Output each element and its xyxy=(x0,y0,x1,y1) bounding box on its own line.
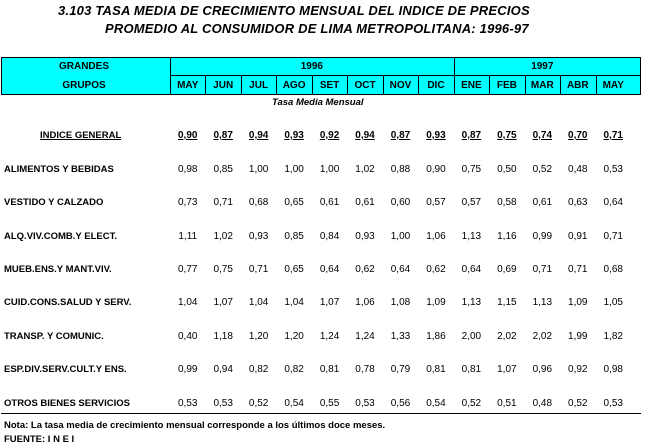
table-cell: 0,90 xyxy=(426,164,446,175)
header-month: DIC xyxy=(427,80,445,91)
table-cell: 1,13 xyxy=(532,297,553,308)
row-label: MUEB.ENS.Y MANT.VIV. xyxy=(4,264,112,275)
row-label: OTROS BIENES SERVICIOS xyxy=(4,398,130,409)
table-cell: 0,90 xyxy=(177,130,198,141)
table-cell: 0,53 xyxy=(355,398,375,409)
table-cell: 1,11 xyxy=(178,231,198,242)
table-cell: 0,64 xyxy=(319,264,340,275)
table-cell: 0,81 xyxy=(461,364,482,375)
row-label: VESTIDO Y CALZADO xyxy=(4,197,104,208)
table-cell: 0,61 xyxy=(319,197,340,208)
table-cell: 0,53 xyxy=(603,398,623,409)
table-cell: 0,94 xyxy=(248,130,269,141)
table-cell: 0,77 xyxy=(177,264,198,275)
table-cell: 0,57 xyxy=(426,197,446,208)
table-cell: 0,60 xyxy=(390,197,411,208)
table-cell: 1,99 xyxy=(568,331,588,342)
table-title-line2: PROMEDIO AL CONSUMIDOR DE LIMA METROPOLITANA: 1996-97 xyxy=(105,21,529,36)
table-cell: 1,02 xyxy=(355,164,375,175)
table-cell: 0,53 xyxy=(177,398,198,409)
table-cell: 0,85 xyxy=(284,231,304,242)
footnote: Nota: La tasa media de crecimiento mensual corresponde a los últimos doce meses. xyxy=(4,420,386,431)
table-cell: 1,20 xyxy=(284,331,304,342)
table-cell: 1,02 xyxy=(213,231,233,242)
table-cell: 0,87 xyxy=(461,130,482,141)
table-cell: 0,84 xyxy=(319,231,340,242)
table-cell: 0,48 xyxy=(532,398,553,409)
table-cell: 0,65 xyxy=(284,197,304,208)
table-cell: 1,07 xyxy=(213,297,233,308)
table-cell: 0,64 xyxy=(461,264,482,275)
table-cell: 0,52 xyxy=(532,164,553,175)
header-year-1997: 1997 xyxy=(531,61,554,72)
table-cell: 0,93 xyxy=(355,231,375,242)
table-cell: 0,99 xyxy=(532,231,553,242)
table-subtitle: Tasa Media Mensual xyxy=(272,97,364,108)
table-cell: 0,71 xyxy=(248,264,269,275)
header-month: ABR xyxy=(566,80,589,91)
header-month: MAR xyxy=(530,80,554,91)
table-cell: 0,56 xyxy=(390,398,411,409)
table-cell: 1,06 xyxy=(426,231,446,242)
table-cell: 0,98 xyxy=(177,164,198,175)
table-cell: 0,73 xyxy=(177,197,198,208)
table-cell: 1,07 xyxy=(319,297,340,308)
table-cell: 1,07 xyxy=(497,364,517,375)
table-cell: 0,52 xyxy=(248,398,269,409)
table-cell: 1,24 xyxy=(319,331,340,342)
header-month: ENE xyxy=(461,80,482,91)
table-cell: 1,16 xyxy=(497,231,517,242)
table-cell: 2,02 xyxy=(532,331,553,342)
table-cell: 0,94 xyxy=(355,130,375,141)
table-cell: 0,92 xyxy=(568,364,588,375)
row-label: ALQ.VIV.COMB.Y ELECT. xyxy=(4,231,117,242)
table-cell: 0,58 xyxy=(497,197,517,208)
header-grupos: GRUPOS xyxy=(62,80,106,91)
table-cell: 0,62 xyxy=(426,264,446,275)
table-cell: 0,71 xyxy=(603,130,623,141)
table-cell: 0,54 xyxy=(426,398,446,409)
table-cell: 0,96 xyxy=(532,364,553,375)
table-cell: 0,52 xyxy=(568,398,588,409)
table-cell: 0,75 xyxy=(461,164,482,175)
table-cell: 1,00 xyxy=(319,164,340,175)
table-cell: 0,75 xyxy=(213,264,233,275)
table-cell: 0,71 xyxy=(603,231,623,242)
header-month: FEB xyxy=(496,80,517,91)
table-cell: 0,63 xyxy=(568,197,588,208)
table-cell: 0,93 xyxy=(426,130,446,141)
table-cell: 0,78 xyxy=(355,364,375,375)
table-cell: 0,50 xyxy=(497,164,517,175)
source-note: FUENTE: I N E I xyxy=(4,434,75,445)
table-cell: 2,00 xyxy=(461,331,482,342)
table-cell: 1,13 xyxy=(461,297,482,308)
table-cell: 1,15 xyxy=(497,297,517,308)
table-cell: 0,98 xyxy=(603,364,623,375)
table-cell: 0,57 xyxy=(461,197,482,208)
table-cell: 1,08 xyxy=(390,297,411,308)
table-cell: 1,09 xyxy=(426,297,446,308)
table-cell: 0,85 xyxy=(213,164,233,175)
table-cell: 0,82 xyxy=(248,364,269,375)
table-cell: 1,04 xyxy=(284,297,304,308)
table-cell: 0,79 xyxy=(390,364,411,375)
table-cell: 0,61 xyxy=(355,197,375,208)
table-cell: 0,92 xyxy=(319,130,340,141)
table-cell: 0,69 xyxy=(497,264,517,275)
table-cell: 0,53 xyxy=(603,164,623,175)
table-title-line1: 3.103 TASA MEDIA DE CRECIMIENTO MENSUAL DEL INDICE DE PRECIOS xyxy=(58,3,530,18)
table-cell: 0,40 xyxy=(177,331,198,342)
row-label: TRANSP. Y COMUNIC. xyxy=(4,331,104,342)
table-cell: 0,75 xyxy=(497,130,517,141)
table-cell: 0,94 xyxy=(213,364,233,375)
table-cell: 0,71 xyxy=(213,197,233,208)
table-cell: 1,24 xyxy=(355,331,375,342)
table-cell: 1,82 xyxy=(603,331,623,342)
header-month: JUL xyxy=(249,80,269,91)
row-label: INDICE GENERAL xyxy=(40,130,122,141)
table-cell: 0,52 xyxy=(461,398,482,409)
table-cell: 0,91 xyxy=(568,231,588,242)
header-year-1996: 1996 xyxy=(300,61,323,72)
table-cell: 0,55 xyxy=(319,398,340,409)
table-cell: 1,20 xyxy=(248,331,269,342)
table-cell: 0,51 xyxy=(497,398,517,409)
table-cell: 0,54 xyxy=(284,398,304,409)
table-cell: 1,06 xyxy=(355,297,375,308)
table-cell: 1,05 xyxy=(603,297,623,308)
table-cell: 0,61 xyxy=(532,197,553,208)
table-cell: 0,71 xyxy=(568,264,588,275)
table-cell: 0,48 xyxy=(568,164,588,175)
table-cell: 0,64 xyxy=(390,264,411,275)
table-cell: 0,99 xyxy=(177,364,198,375)
header-month: AGO xyxy=(282,80,306,91)
table-cell: 0,64 xyxy=(603,197,623,208)
header-month: NOV xyxy=(389,80,412,91)
table-cell: 1,09 xyxy=(568,297,588,308)
header-month: SET xyxy=(319,80,340,91)
table-cell: 0,93 xyxy=(248,231,269,242)
table-cell: 1,04 xyxy=(248,297,269,308)
table-cell: 0,87 xyxy=(213,130,233,141)
table-cell: 0,65 xyxy=(284,264,304,275)
row-label: ALIMENTOS Y BEBIDAS xyxy=(4,164,114,175)
table-cell: 0,87 xyxy=(390,130,411,141)
table-cell: 1,00 xyxy=(248,164,269,175)
table-cell: 1,18 xyxy=(213,331,233,342)
table-cell: 0,81 xyxy=(426,364,446,375)
table-cell: 1,00 xyxy=(390,231,411,242)
table-cell: 0,70 xyxy=(568,130,588,141)
table-cell: 0,71 xyxy=(532,264,553,275)
table-cell: 0,82 xyxy=(284,364,304,375)
table-cell: 0,68 xyxy=(248,197,269,208)
table-cell: 0,68 xyxy=(603,264,623,275)
table-cell: 0,74 xyxy=(532,130,553,141)
header-month: OCT xyxy=(354,80,376,91)
table-cell: 0,81 xyxy=(319,364,340,375)
header-month: JUN xyxy=(213,80,234,91)
table-cell: 1,33 xyxy=(390,331,411,342)
header-grandes: GRANDES xyxy=(58,61,109,72)
table-cell: 0,88 xyxy=(390,164,411,175)
bottom-rule xyxy=(1,413,641,414)
table-cell: 1,00 xyxy=(284,164,304,175)
table-cell: 1,04 xyxy=(177,297,198,308)
table-cell: 1,13 xyxy=(461,231,482,242)
table-cell: 0,62 xyxy=(355,264,375,275)
row-label: ESP.DIV.SERV.CULT.Y ENS. xyxy=(4,364,127,375)
header-month: MAY xyxy=(602,80,624,91)
table-cell: 2,02 xyxy=(497,331,517,342)
row-label: CUID.CONS.SALUD Y SERV. xyxy=(4,297,132,308)
table-cell: 0,93 xyxy=(284,130,304,141)
header-month: MAY xyxy=(177,80,199,91)
table-cell: 1,86 xyxy=(426,331,446,342)
table-cell: 0,53 xyxy=(213,398,233,409)
